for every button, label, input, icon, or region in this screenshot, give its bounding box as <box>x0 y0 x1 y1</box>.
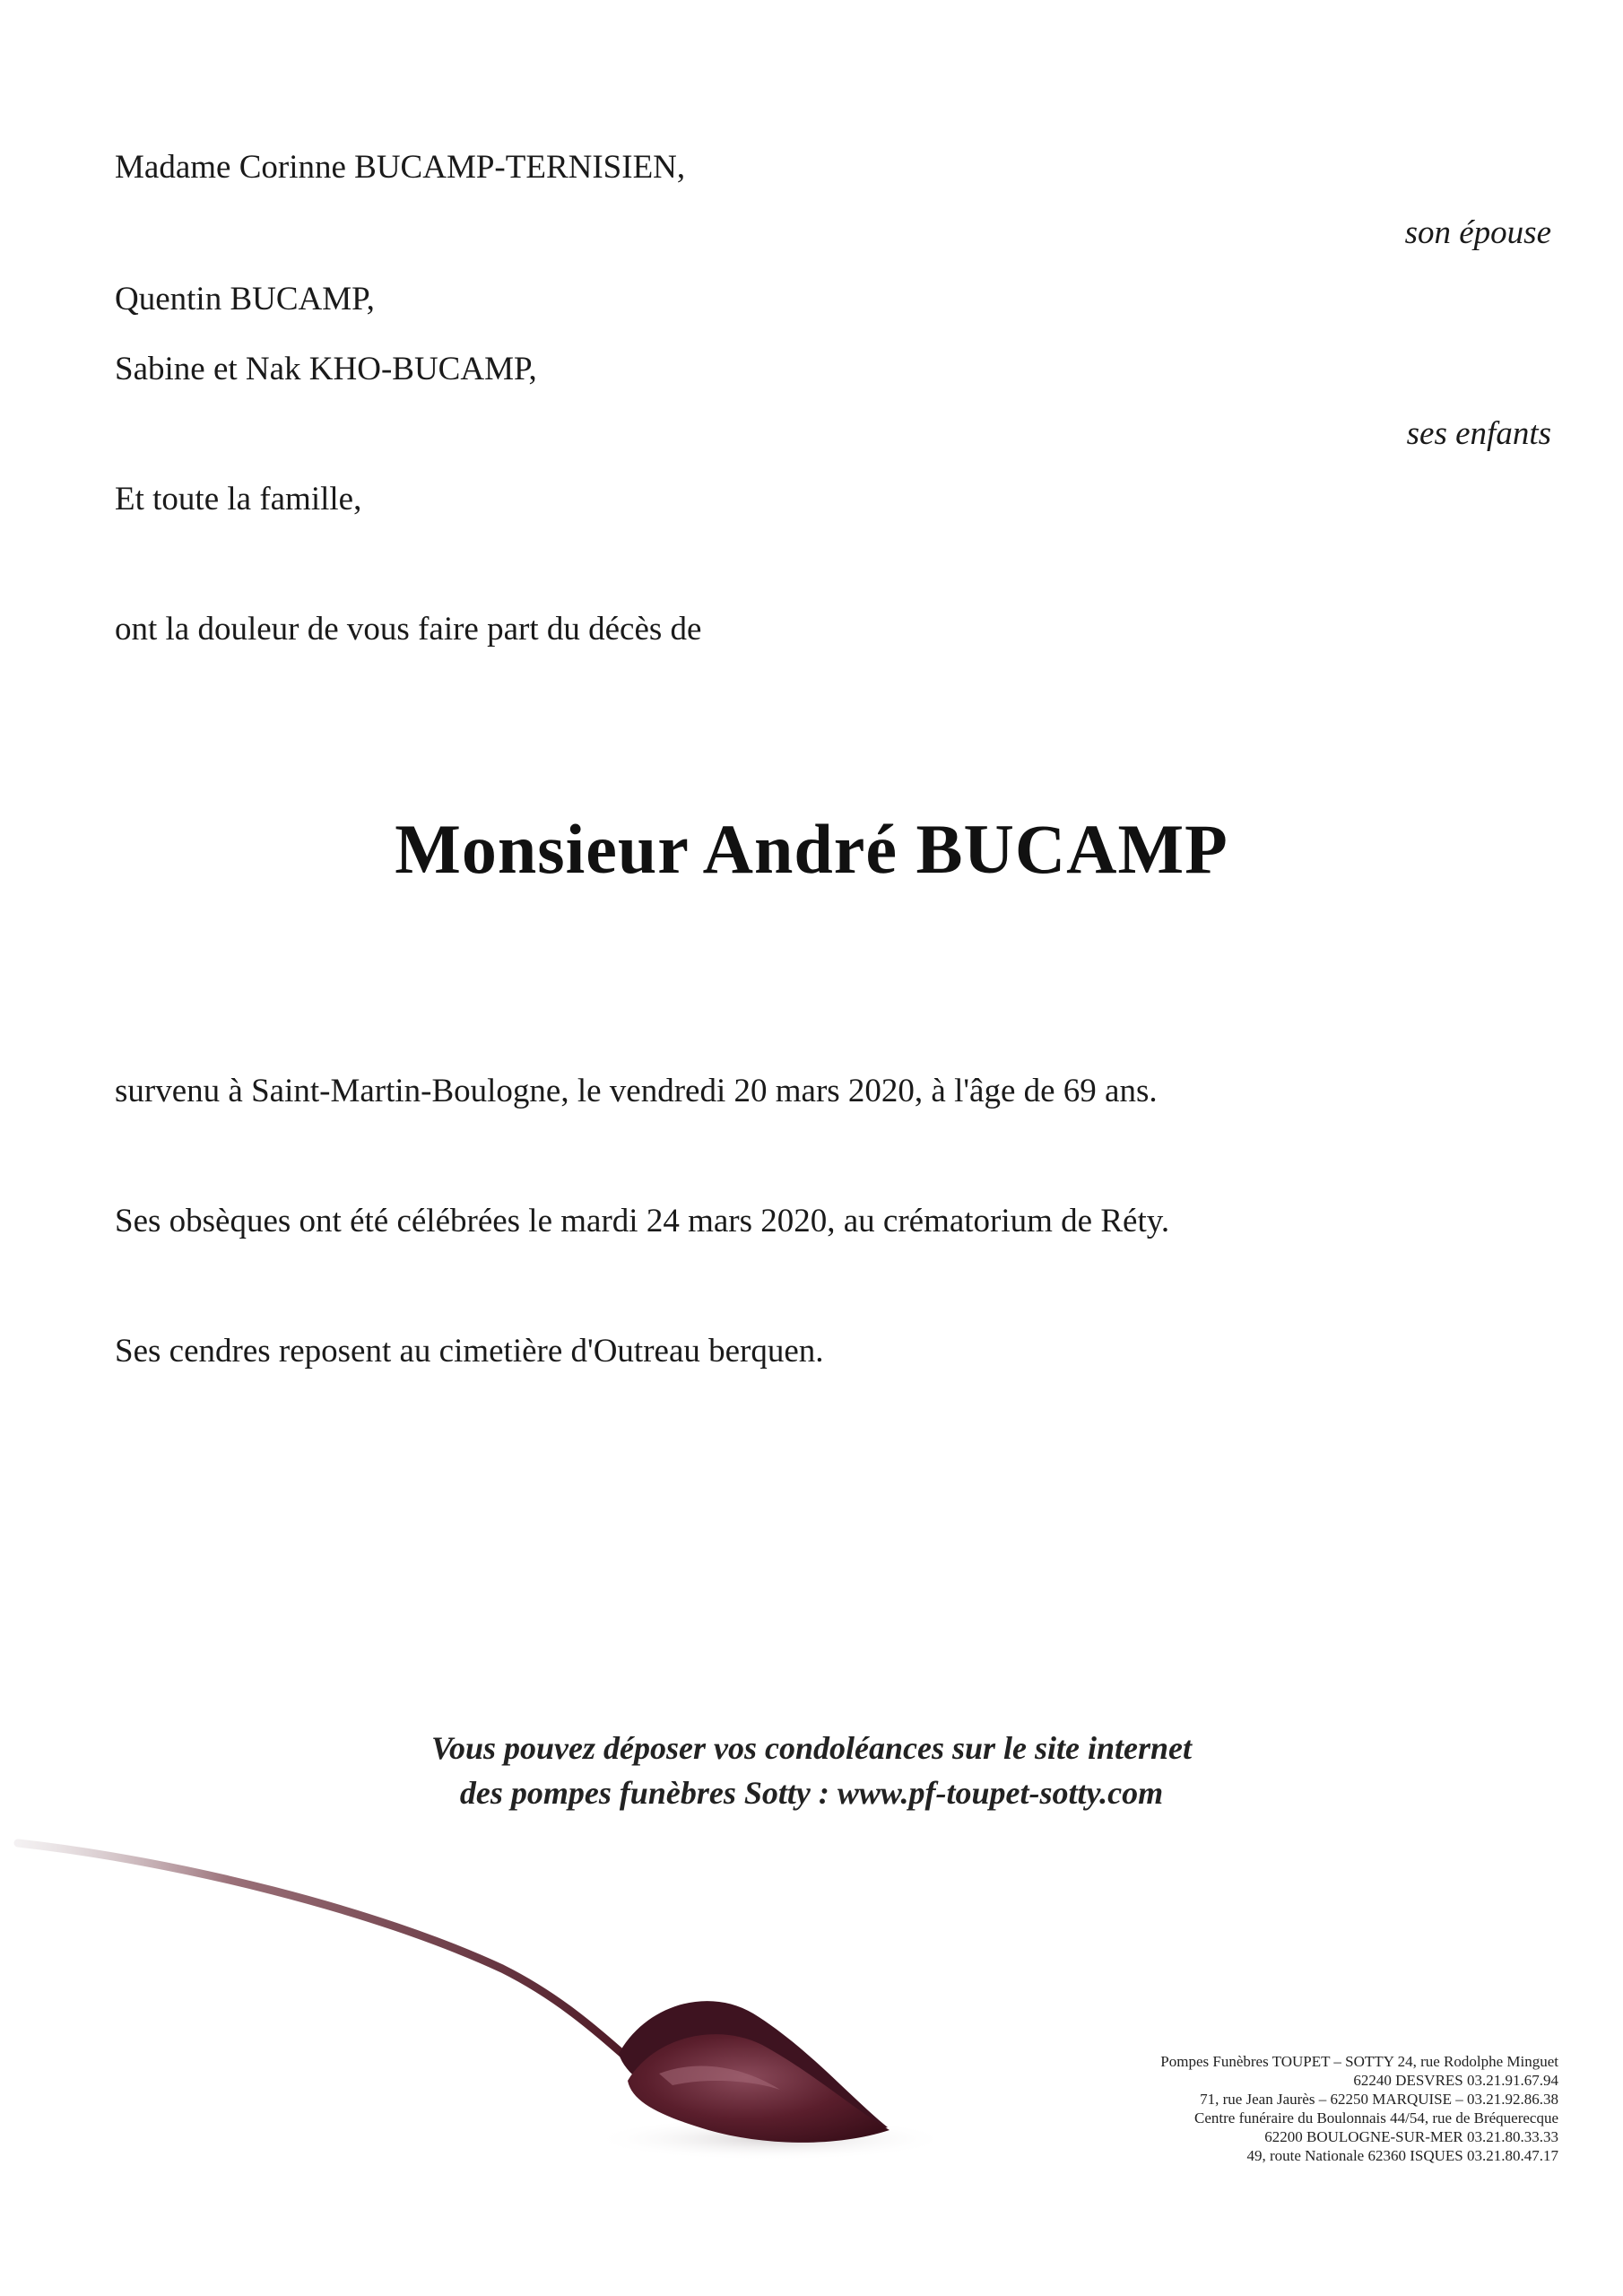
children-role: ses enfants <box>1406 415 1551 452</box>
child-name-2: Sabine et Nak KHO-BUCAMP, <box>115 351 537 387</box>
address-line: Pompes Funèbres TOUPET – SOTTY 24, rue Rodolphe Minguet <box>1160 2053 1558 2070</box>
death-details: survenu à Saint-Martin-Boulogne, le vendredi 20 mars 2020, à l'âge de 69 ans. <box>115 1073 1158 1109</box>
condolences-line-1: Vous pouvez déposer vos condoléances sur le site internet <box>430 1730 1192 1766</box>
condolences-line-2: des pompes funèbres Sotty : www.pf-toupet-sotty.com <box>459 1775 1164 1811</box>
address-line: 71, rue Jean Jaurès – 62250 MARQUISE – 03.21.92.86.38 <box>1200 2091 1558 2108</box>
child-name-1: Quentin BUCAMP, <box>115 281 375 317</box>
address-line: 62200 BOULOGNE-SUR-MER 03.21.80.33.33 <box>1264 2128 1558 2145</box>
announcement-text: ont la douleur de vous faire part du décès de <box>115 611 702 648</box>
address-line: 49, route Nationale 62360 ISQUES 03.21.80.47.17 <box>1246 2147 1558 2164</box>
address-line: Centre funéraire du Boulonnais 44/54, rue de Bréquerecque <box>1194 2109 1558 2126</box>
family-line: Et toute la famille, <box>115 481 362 517</box>
deceased-name: Monsieur André BUCAMP <box>395 810 1228 888</box>
funeral-home-addresses <box>1160 2052 1558 2165</box>
ashes-details: Ses cendres reposent au cimetière d'Outreau berquen. <box>115 1333 824 1370</box>
calla-lily-image <box>0 1812 933 2188</box>
wife-role: son épouse <box>1404 214 1551 251</box>
address-line: 62240 DESVRES 03.21.91.67.94 <box>1353 2072 1558 2089</box>
wife-name: Madame Corinne BUCAMP-TERNISIEN, <box>115 149 686 186</box>
funeral-details: Ses obsèques ont été célébrées le mardi 24 mars 2020, au crématorium de Réty. <box>115 1203 1170 1239</box>
flower-stem <box>18 1843 628 2058</box>
